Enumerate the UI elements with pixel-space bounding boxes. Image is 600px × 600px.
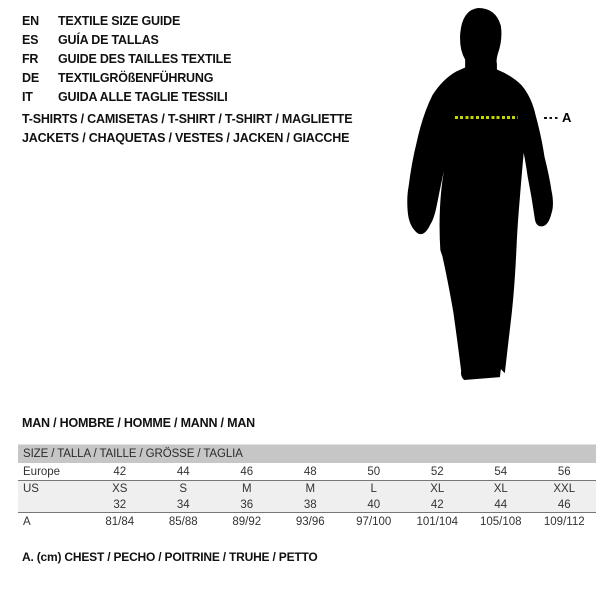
size-value: S bbox=[179, 483, 188, 495]
table-band bbox=[18, 481, 596, 512]
size-value: 89/92 bbox=[232, 515, 262, 528]
size-value: 42 bbox=[430, 498, 444, 511]
language-row-es bbox=[22, 30, 231, 49]
size-value: 34 bbox=[176, 498, 190, 511]
size-value: M bbox=[241, 483, 252, 495]
language-code: DE bbox=[22, 70, 39, 85]
language-code: FR bbox=[22, 51, 39, 66]
language-code: EN bbox=[22, 13, 39, 28]
table-header: SIZE / TALLA / TAILLE / GRÖSSE / TAGLIA bbox=[18, 444, 596, 463]
language-list bbox=[22, 11, 231, 106]
size-value: 85/88 bbox=[168, 515, 198, 528]
table-row-us bbox=[18, 481, 596, 497]
language-code: IT bbox=[22, 89, 33, 104]
chest-measure-line bbox=[455, 116, 518, 119]
size-value: XL bbox=[430, 483, 445, 495]
size-value: L bbox=[370, 483, 377, 495]
size-value: 36 bbox=[240, 498, 254, 511]
size-value: 46 bbox=[557, 498, 571, 511]
language-row-en bbox=[22, 11, 231, 30]
language-title: GUIDE DES TAILLES TEXTILE bbox=[58, 51, 232, 66]
size-value: 54 bbox=[494, 465, 508, 478]
row-label: Europe bbox=[23, 465, 61, 478]
size-value: 105/108 bbox=[479, 515, 522, 528]
language-row-fr bbox=[22, 49, 231, 68]
size-value: 48 bbox=[303, 465, 317, 478]
garment-categories bbox=[22, 110, 352, 148]
size-value: M bbox=[305, 483, 316, 495]
size-value: 101/104 bbox=[416, 515, 459, 528]
man-silhouette-image bbox=[404, 6, 564, 388]
size-value: 42 bbox=[113, 465, 127, 478]
size-value: 97/100 bbox=[356, 515, 392, 528]
language-title: GUIDA ALLE TAGLIE TESSILI bbox=[58, 89, 228, 104]
category-jackets: JACKETS / CHAQUETAS / VESTES / JACKEN / GIACCHE bbox=[22, 131, 350, 145]
language-row-it bbox=[22, 87, 231, 106]
section-title-man: MAN / HOMBRE / HOMME / MANN / MAN bbox=[22, 416, 255, 430]
measurement-footnote: A. (cm) CHEST / PECHO / POITRINE / TRUHE / PETTO bbox=[22, 550, 318, 564]
size-value: 40 bbox=[367, 498, 381, 511]
size-value: 52 bbox=[430, 465, 444, 478]
man-figure bbox=[404, 6, 580, 388]
size-value: 32 bbox=[113, 498, 127, 511]
size-value: 56 bbox=[557, 465, 571, 478]
size-value: XXL bbox=[553, 483, 576, 495]
size-value: 44 bbox=[494, 498, 508, 511]
table-row-us-numeric bbox=[18, 497, 596, 512]
size-value: 93/96 bbox=[295, 515, 325, 528]
language-title: TEXTILE SIZE GUIDE bbox=[58, 13, 181, 28]
size-value: 44 bbox=[176, 465, 190, 478]
size-value: XS bbox=[112, 483, 128, 495]
size-value: 46 bbox=[240, 465, 254, 478]
size-value: 81/84 bbox=[105, 515, 135, 528]
row-label: US bbox=[23, 483, 39, 495]
size-value: XL bbox=[493, 483, 508, 495]
table-row-europe bbox=[18, 463, 596, 481]
language-row-de bbox=[22, 68, 231, 87]
size-value: 50 bbox=[367, 465, 381, 478]
language-title: GUÍA DE TALLAS bbox=[58, 32, 159, 47]
measure-label-a: A bbox=[562, 110, 572, 125]
language-code: ES bbox=[22, 32, 39, 47]
size-value: 109/112 bbox=[543, 515, 585, 528]
language-title: TEXTILGRÖßENFÜHRUNG bbox=[58, 70, 214, 85]
table-row-chest bbox=[18, 512, 596, 530]
man-silhouette bbox=[407, 8, 553, 380]
size-table bbox=[18, 444, 596, 530]
category-tshirts: T-SHIRTS / CAMISETAS / T-SHIRT / T-SHIRT / MAGLIETTE bbox=[22, 112, 353, 126]
size-value: 38 bbox=[303, 498, 317, 511]
chest-measure-leader bbox=[544, 117, 559, 120]
row-label: A bbox=[23, 515, 31, 528]
